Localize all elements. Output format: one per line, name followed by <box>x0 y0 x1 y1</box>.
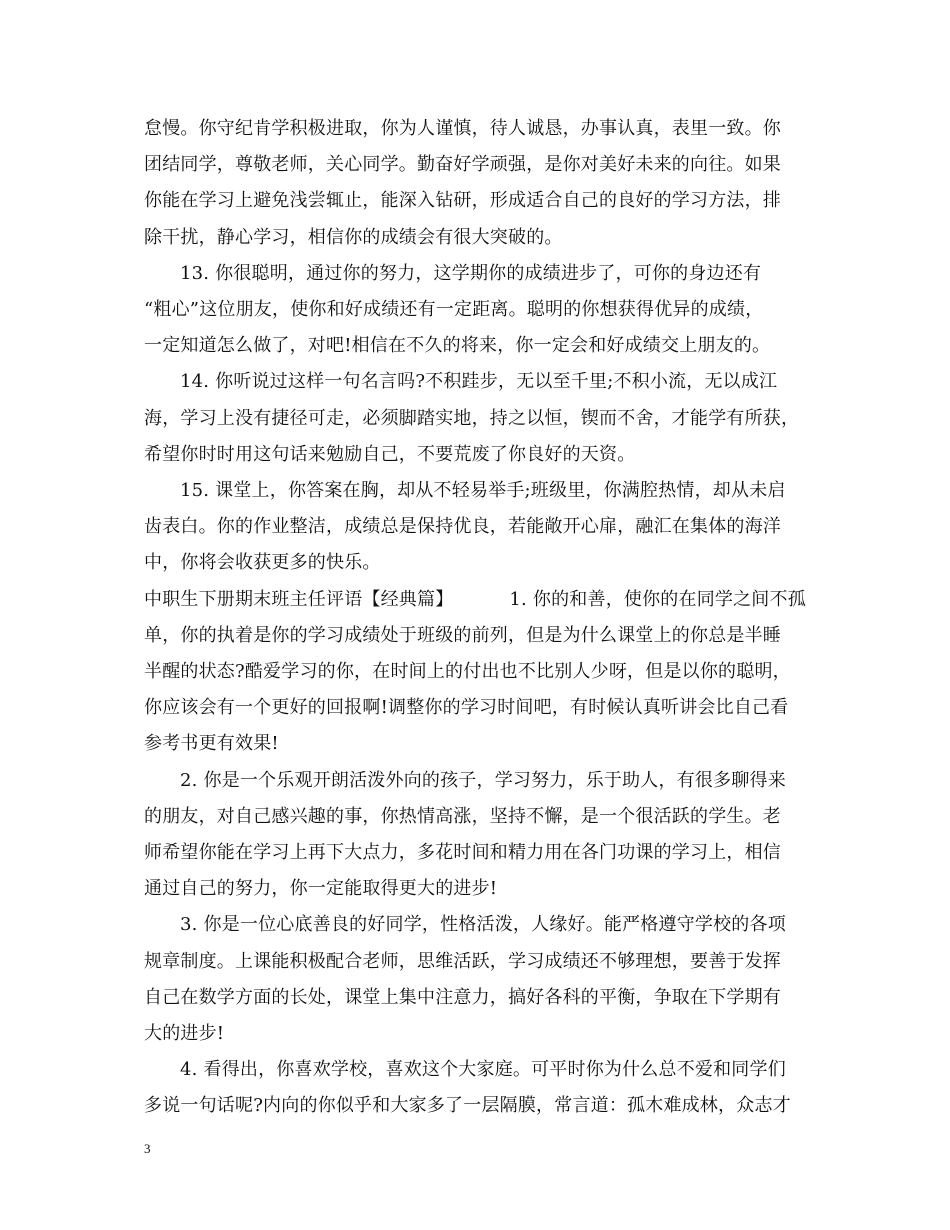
paragraph-15-start: 15. 课堂上，你答案在胸，却从不轻易举手;班级里，你满腔热情，却从未启 <box>180 480 786 501</box>
text-line: 单，你的执着是你的学习成绩处于班级的前列，但是为什么课堂上的你总是半睡 <box>144 625 781 646</box>
text-line: 自己在数学方面的长处，课堂上集中注意力，搞好各科的平衡，争取在下学期有 <box>144 987 781 1008</box>
paragraph-4-start: 4. 看得出，你喜欢学校，喜欢这个大家庭。可平时你为什么总不爱和同学们 <box>180 1059 786 1080</box>
page-number: 3 <box>144 1141 151 1156</box>
text-line: 团结同学，尊敬老师，关心同学。勤奋好学顽强，是你对美好未来的向往。如果 <box>144 154 781 175</box>
text-line: 多说一句话呢?内向的你似乎和大家多了一层隔膜，常言道：孤木难成林，众志才 <box>144 1095 791 1116</box>
section-first-item: 1. 你的和善，使你的在同学之间不孤 <box>509 589 806 610</box>
text-line: 通过自己的努力，你一定能取得更大的进步! <box>144 878 498 899</box>
paragraph-2-start: 2. 你是一个乐观开朗活泼外向的孩子，学习努力，乐于助人，有很多聊得来 <box>180 770 786 791</box>
section-heading: 中职生下册期末班主任评语【经典篇】 <box>144 589 454 610</box>
paragraph-14-start: 14. 你听说过这样一句名言吗?不积跬步，无以至千里;不积小流，无以成江 <box>180 371 778 392</box>
text-line: 希望你时时用这句话来勉励自己，不要荒废了你良好的天资。 <box>144 444 636 465</box>
text-line: 除干扰，静心学习，相信你的成绩会有很大突破的。 <box>144 227 563 248</box>
section-heading-line <box>144 588 814 612</box>
text-line: “粗心”这位朋友，使你和好成绩还有一定距离。聪明的你想获得优异的成绩， <box>144 299 764 320</box>
text-line: 齿表白。你的作业整洁，成绩总是保持优良，若能敞开心扉，融汇在集体的海洋 <box>144 516 781 537</box>
text-line: 你能在学习上避免浅尝辄止，能深入钻研，形成适合自己的良好的学习方法，排 <box>144 190 781 211</box>
text-line: 参考书更有效果! <box>144 733 279 754</box>
text-line: 规章制度。上课能积极配合老师，思维活跃，学习成绩还不够理想，要善于发挥 <box>144 951 781 972</box>
text-line: 师希望你能在学习上再下大点力，多花时间和精力用在各门功课的学习上，相信 <box>144 842 781 863</box>
paragraph-3-start: 3. 你是一位心底善良的好同学，性格活泼，人缘好。能严格遵守学校的各项 <box>180 914 786 935</box>
text-line: 大的进步! <box>144 1023 225 1044</box>
text-line: 的朋友，对自己感兴趣的事，你热情高涨，坚持不懈，是一个很活跃的学生。老 <box>144 806 781 827</box>
paragraph-13-start: 13. 你很聪明，通过你的努力，这学期你的成绩进步了，可你的身边还有 <box>180 263 762 284</box>
text-line: 半醒的状态?酷爱学习的你，在时间上的付出也不比别人少呀，但是以你的聪明， <box>144 661 791 682</box>
text-line: 海，学习上没有捷径可走，必须脚踏实地，持之以恒，锲而不舍，才能学有所获， <box>144 408 800 429</box>
text-line: 怠慢。你守纪肯学积极进取，你为人谨慎，待人诚恳，办事认真，表里一致。你 <box>144 118 781 139</box>
text-line: 你应该会有一个更好的回报啊!调整你的学习时间吧，有时候认真听讲会比自己看 <box>144 697 789 718</box>
text-line: 一定知道怎么做了，对吧!相信在不久的将来，你一定会和好成绩交上朋友的。 <box>144 335 771 356</box>
text-line: 中，你将会收获更多的快乐。 <box>144 552 381 573</box>
